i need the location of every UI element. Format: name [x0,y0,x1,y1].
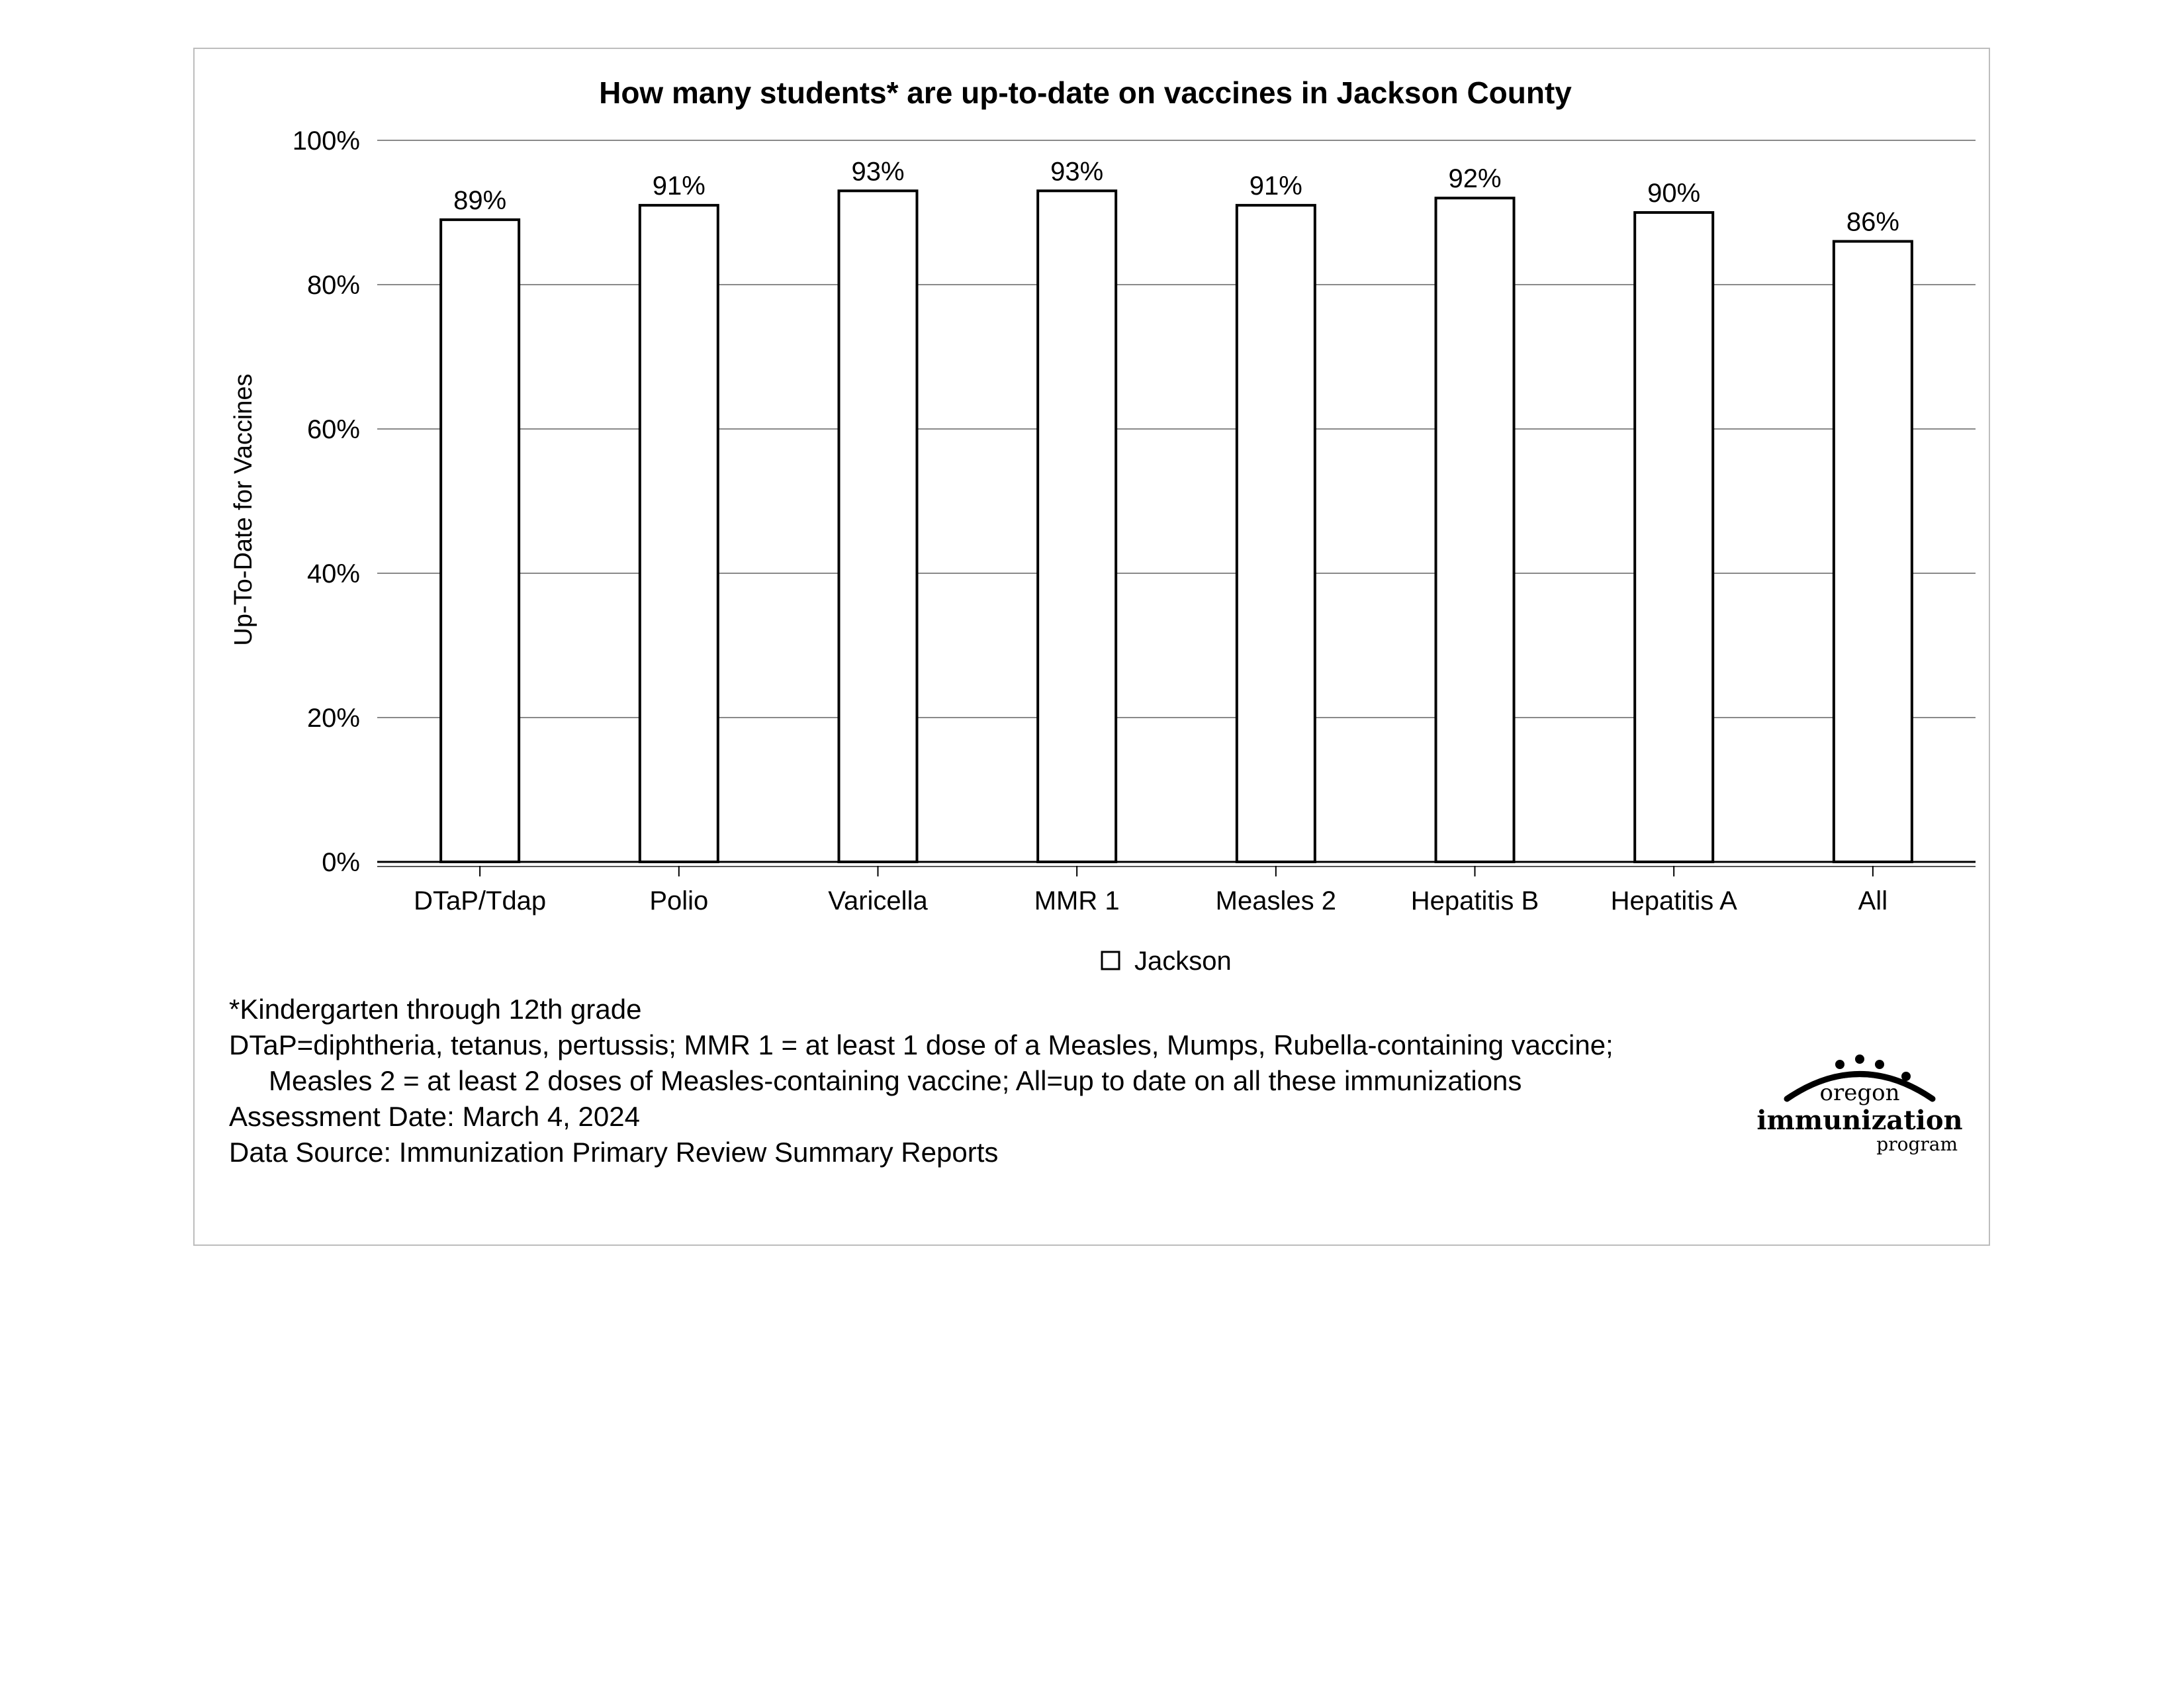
data-label: 93% [851,157,905,187]
bar [640,205,718,862]
bars [441,157,1912,862]
data-label: 86% [1846,207,1899,237]
x-tick-label: Polio [649,886,709,915]
data-label: 91% [652,171,705,201]
legend-label-jackson: Jackson [1134,947,1232,976]
chart-title: How many students* are up-to-date on vaccines in Jackson County [599,75,1572,110]
footnote-definitions: DTaP=diphtheria, tetanus, pertussis; MMR 1 = at least 1 dose of a Measles, Mumps, Rubella-containing vaccine; [229,1029,1614,1060]
gridlines [377,140,1976,867]
x-tick-label: MMR 1 [1034,886,1120,915]
bar [441,220,519,862]
x-tick-label: DTaP/Tdap [414,886,547,915]
data-label: 89% [453,185,507,215]
x-axis-ticks [414,866,1888,915]
legend [1102,947,1232,976]
logo-word-oregon: oregon [1819,1080,1900,1106]
y-tick-label: 20% [306,704,360,733]
assessment-date: Assessment Date: March 4, 2024 [229,1101,640,1132]
x-tick-label: Measles 2 [1215,886,1336,915]
y-tick-label: 60% [306,415,360,444]
data-source: Data Source: Immunization Primary Review Summary Reports [229,1137,999,1168]
y-axis-ticks [293,126,360,877]
x-tick-label: Varicella [828,886,928,915]
footnote-grade-range: *Kindergarten through 12th grade [229,994,642,1025]
x-tick-label: Hepatitis B [1410,886,1539,915]
footnotes [229,992,1751,1170]
y-tick-label: 100% [292,126,360,156]
x-tick-label: Hepatitis A [1610,886,1737,915]
x-tick-label: All [1858,886,1888,915]
y-tick-label: 0% [322,848,360,877]
data-label: 91% [1249,171,1302,201]
logo-word-program: program [1876,1133,1958,1155]
y-tick-label: 40% [306,559,360,588]
y-tick-label: 80% [306,271,360,300]
bar [1038,191,1116,862]
bar [1834,242,1912,862]
footnote-definitions-continued: Measles 2 = at least 2 doses of Measles-containing vaccine; All=up to date on all these immunizations [269,1065,1522,1096]
oregon-immunization-program-logo [1747,1053,1972,1158]
y-axis-label: Up-To-Date for Vaccines [230,373,257,646]
logo-word-immunization: immunization [1756,1105,1963,1136]
data-label: 93% [1050,157,1104,187]
legend-swatch-jackson [1102,952,1119,969]
bar [1635,212,1713,862]
data-label: 90% [1647,179,1701,208]
bar [839,191,917,862]
data-label: 92% [1448,164,1502,194]
bar [1436,198,1514,862]
bar [1237,205,1315,862]
